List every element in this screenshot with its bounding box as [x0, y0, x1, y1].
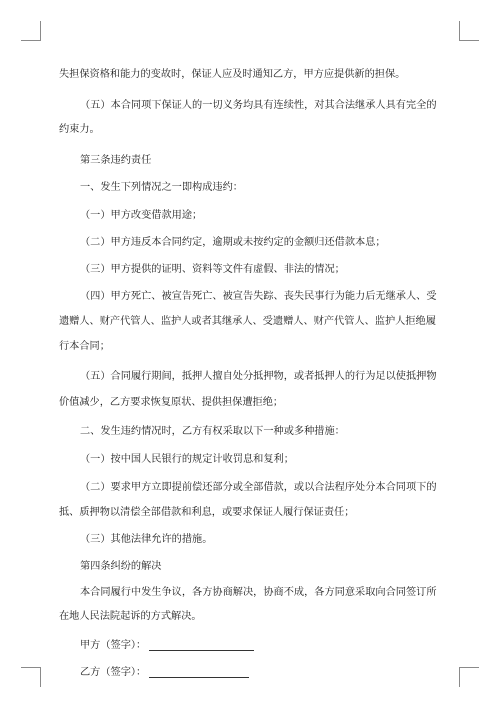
- paragraph-line: 抵、质押物以清偿全部借款和利息，或要求保证人履行保证责任；: [59, 507, 355, 518]
- list-item: （一）甲方改变借款用途；: [80, 210, 203, 221]
- list-item: （三）其他法律允许的措施。: [80, 534, 213, 545]
- crop-mark-bottom-right-v: [459, 667, 460, 687]
- signature-party-a: [59, 638, 447, 654]
- signature-party-b: [59, 665, 447, 681]
- paragraph-line: 约束力。: [59, 124, 100, 135]
- list-item: （三）甲方提供的证明、资料等文件有虚假、非法的情况；: [80, 264, 345, 275]
- list-item: （二）要求甲方立即提前偿还部分或全部借款，或以合法程序处分本合同项下的: [80, 482, 437, 493]
- crop-mark-top-left-v: [40, 21, 41, 41]
- document-body: [59, 58, 447, 681]
- list-item: （二）甲方违反本合同约定，逾期或未按约定的金额归还借款本息；: [80, 237, 386, 248]
- signature-line-b[interactable]: [149, 677, 249, 678]
- paragraph-line: 本合同履行中发生争议，各方协商解决，协商不成，各方同意采取向合同签订所: [80, 587, 437, 598]
- list-item: （一）按中国人民银行的规定计收罚息和复利；: [80, 454, 294, 465]
- crop-mark-bottom-left-v: [40, 667, 41, 687]
- crop-mark-bottom-right-h: [459, 667, 479, 668]
- paragraph-line: 二、发生违约情况时，乙方有权采取以下一种或多种措施：: [80, 426, 345, 437]
- signature-label-b: 乙方（签字）：: [80, 667, 147, 678]
- paragraph-line: （五）本合同项下保证人的一切义务均具有连续性，对其合法继承人具有完全的: [80, 100, 437, 111]
- crop-mark-bottom-left-h: [21, 667, 41, 668]
- paragraph-line: 失担保资格和能力的变故时，保证人应及时通知乙方，甲方应提供新的担保。: [59, 69, 406, 80]
- paragraph-line: 价值减少，乙方要求恢复原状、提供担保遭拒绝；: [59, 397, 284, 408]
- section-heading: 第四条纠纷的解决: [80, 561, 162, 572]
- list-item: （四）甲方死亡、被宣告死亡、被宣告失踪、丧失民事行为能力后无继承人、受: [80, 291, 437, 302]
- signature-line-a[interactable]: [149, 650, 254, 651]
- paragraph-line: 一、发生下列情况之一即构成违约：: [80, 182, 243, 193]
- paragraph-line: 在地人民法院起诉的方式解决。: [59, 611, 202, 622]
- paragraph-line: 遗赠人、财产代管人、监护人或者其继承人、受遗赠人、财产代管人、监护人拒绝履: [59, 316, 436, 327]
- crop-mark-top-right-h: [459, 40, 479, 41]
- signature-label-a: 甲方（签字）：: [80, 640, 147, 651]
- section-heading: 第三条违约责任: [80, 155, 152, 166]
- crop-mark-top-right-v: [459, 21, 460, 41]
- list-item: （五）合同履行期间，抵押人擅自处分抵押物，或者抵押人的行为足以使抵押物: [80, 371, 437, 382]
- paragraph-line: 行本合同；: [59, 341, 110, 352]
- crop-mark-top-left-h: [21, 40, 41, 41]
